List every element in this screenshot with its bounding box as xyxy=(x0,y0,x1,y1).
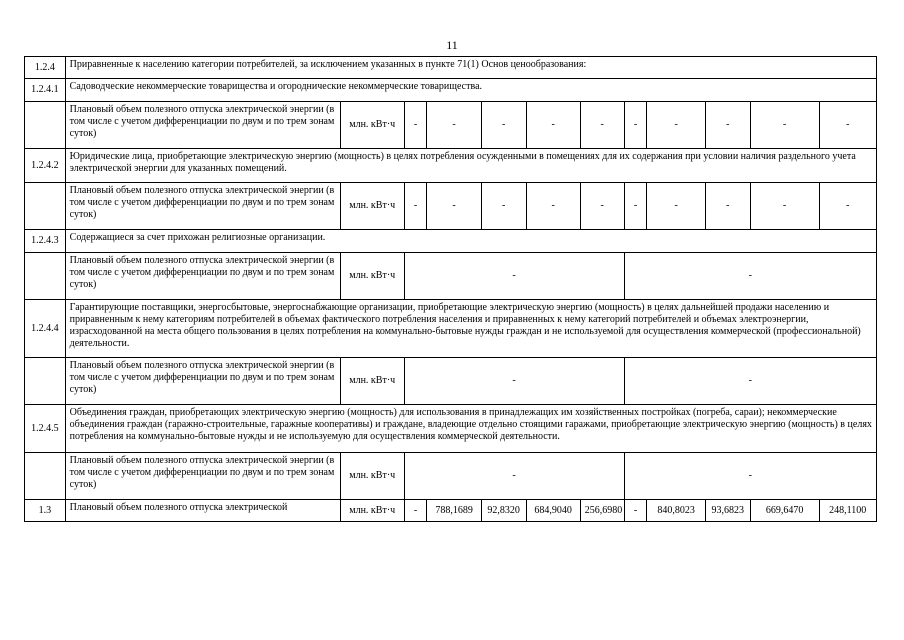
indicator-label: Плановый объем полезного отпуска электрической энергии (в том числе с учетом дифференциации по двум и по трем зонам суток) xyxy=(65,102,340,149)
value-cell-merged: - xyxy=(404,253,624,300)
total-row xyxy=(25,500,877,522)
unit-cell: млн. кВт·ч xyxy=(340,500,404,522)
value-cell: - xyxy=(624,183,647,230)
row-number: 1.2.4.4 xyxy=(25,300,66,358)
value-cell: - xyxy=(624,500,647,522)
empty-cell xyxy=(25,253,66,300)
value-cell-merged: - xyxy=(404,358,624,405)
section-row xyxy=(25,79,877,102)
unit-cell: млн. кВт·ч xyxy=(340,453,404,500)
data-row xyxy=(25,102,877,149)
section-title: Садоводческие некоммерческие товарищества и огороднические некоммерческие товарищества. xyxy=(65,79,876,102)
value-cell-merged: - xyxy=(404,453,624,500)
row-number: 1.2.4.2 xyxy=(25,149,66,183)
section-row xyxy=(25,149,877,183)
value-cell: 840,8023 xyxy=(647,500,705,522)
section-row xyxy=(25,300,877,358)
value-cell: - xyxy=(404,183,427,230)
section-title: Приравненные к населению категории потребителей, за исключением указанных в пункте 71(1) Основ ценообразования: xyxy=(65,57,876,79)
value-cell: - xyxy=(624,102,647,149)
empty-cell xyxy=(25,102,66,149)
row-number: 1.2.4.5 xyxy=(25,405,66,453)
value-cell: - xyxy=(580,183,624,230)
empty-cell xyxy=(25,453,66,500)
value-cell: - xyxy=(819,183,877,230)
value-cell: - xyxy=(427,183,481,230)
row-number: 1.2.4 xyxy=(25,57,66,79)
section-title: Юридические лица, приобретающие электрическую энергию (мощность) в целях потребления осужденными в помещениях для их содержания при условии наличия раздельного учета электрической энергии для указанных помещений. xyxy=(65,149,876,183)
value-cell: - xyxy=(404,102,427,149)
indicator-label: Плановый объем полезного отпуска электрической энергии (в том числе с учетом дифференциации по двум и по трем зонам суток) xyxy=(65,358,340,405)
unit-cell: млн. кВт·ч xyxy=(340,183,404,230)
value-cell: - xyxy=(647,102,705,149)
empty-cell xyxy=(25,358,66,405)
value-cell: - xyxy=(705,102,750,149)
value-cell: - xyxy=(647,183,705,230)
unit-cell: млн. кВт·ч xyxy=(340,102,404,149)
value-cell: 256,6980 xyxy=(580,500,624,522)
unit-cell: млн. кВт·ч xyxy=(340,358,404,405)
empty-cell xyxy=(25,183,66,230)
indicator-label: Плановый объем полезного отпуска электрической энергии (в том числе с учетом дифференциации по двум и по трем зонам суток) xyxy=(65,453,340,500)
data-row xyxy=(25,183,877,230)
indicator-label: Плановый объем полезного отпуска электрической энергии (в том числе с учетом дифференциации по двум и по трем зонам суток) xyxy=(65,253,340,300)
unit-cell: млн. кВт·ч xyxy=(340,253,404,300)
value-cell: 248,1100 xyxy=(819,500,877,522)
data-row xyxy=(25,253,877,300)
row-number: 1.2.4.3 xyxy=(25,230,66,253)
value-cell: 92,8320 xyxy=(481,500,526,522)
value-cell: - xyxy=(526,102,580,149)
section-title: Объединения граждан, приобретающих электрическую энергию (мощность) для использования в принадлежащих им хозяйственных постройках (погреба, сараи); некоммерческие объединения граждан (гаражно-строительные, гаражные кооперативы) и граждане, владеющие отдельно стоящими гаражами, приобретающие электрическую энергию (мощность) в целях потребления на коммунально-бытовые нужды и не используемую для осуществления коммерческой деятельности. xyxy=(65,405,876,453)
value-cell: - xyxy=(750,183,819,230)
value-cell: - xyxy=(526,183,580,230)
value-cell: - xyxy=(481,102,526,149)
value-cell: 788,1689 xyxy=(427,500,481,522)
value-cell: - xyxy=(404,500,427,522)
value-cell: - xyxy=(427,102,481,149)
data-row xyxy=(25,453,877,500)
value-cell: - xyxy=(819,102,877,149)
section-row xyxy=(25,230,877,253)
indicator-label: Плановый объем полезного отпуска электрической энергии (в том числе с учетом дифференциации по двум и по трем зонам суток) xyxy=(65,183,340,230)
data-row xyxy=(25,358,877,405)
value-cell: 669,6470 xyxy=(750,500,819,522)
row-number: 1.3 xyxy=(25,500,66,522)
value-cell: 93,6823 xyxy=(705,500,750,522)
value-cell: - xyxy=(481,183,526,230)
section-row xyxy=(25,57,877,79)
row-number: 1.2.4.1 xyxy=(25,79,66,102)
value-cell: - xyxy=(705,183,750,230)
section-title: Содержащиеся за счет прихожан религиозные организации. xyxy=(65,230,876,253)
value-cell: 684,9040 xyxy=(526,500,580,522)
value-cell-merged: - xyxy=(624,358,876,405)
page-number: 11 xyxy=(446,38,458,52)
value-cell: - xyxy=(580,102,624,149)
value-cell-merged: - xyxy=(624,453,876,500)
value-cell: - xyxy=(750,102,819,149)
indicator-label: Плановый объем полезного отпуска электрической xyxy=(65,500,340,522)
tariff-table xyxy=(24,56,877,522)
section-title: Гарантирующие поставщики, энергосбытовые, энергоснабжающие организации, приобретающие электрическую энергию (мощность) в целях дальнейшей продажи населению и приравненным к нему категориям потребителей в объемах фактического потребления населения и приравненных к нему категорий потребителей и объемах электроэнергии, израсходованной на места общего пользования в целях потребления на коммунально-бытовые нужды граждан и не используемой для осуществления коммерческой (профессиональной) деятельности. xyxy=(65,300,876,358)
section-row xyxy=(25,405,877,453)
value-cell-merged: - xyxy=(624,253,876,300)
